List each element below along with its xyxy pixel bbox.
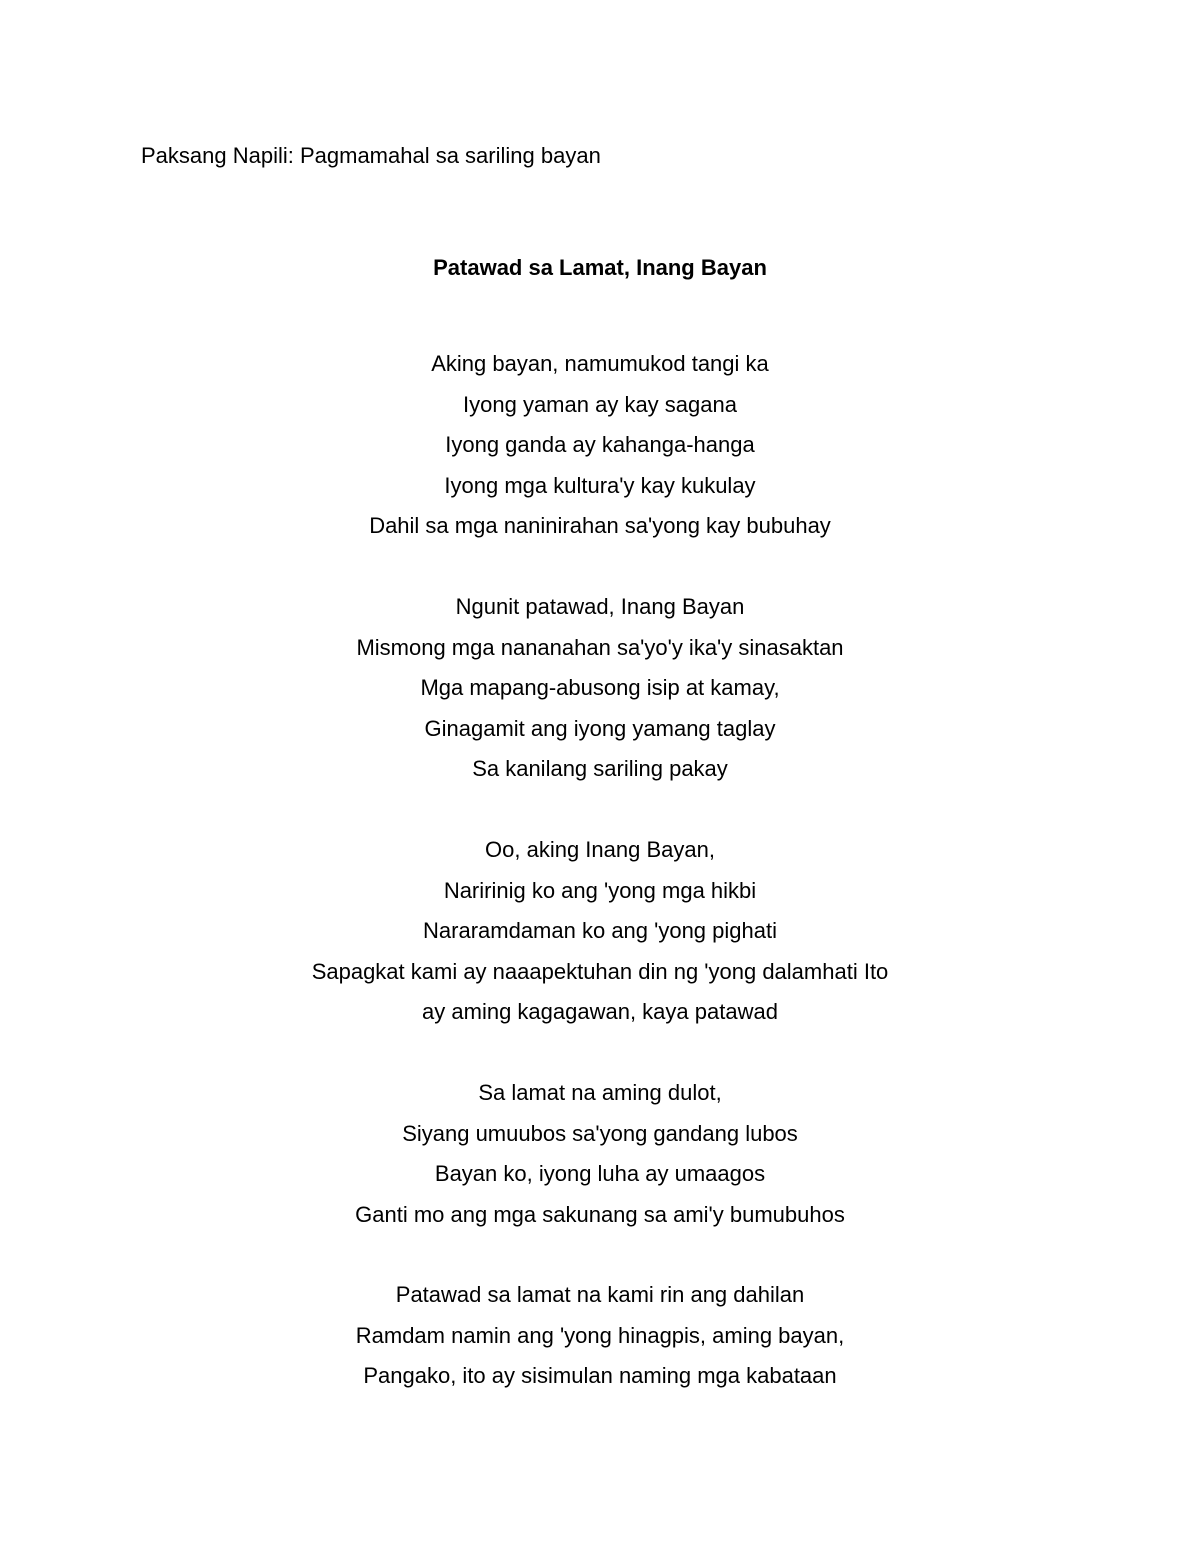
poem-line: Bayan ko, iyong luha ay umaagos [434, 1161, 766, 1186]
poem-line: Mismong mga nananahan sa'yo'y ika'y sinasaktan [356, 634, 844, 660]
poem-line: Iyong yaman ay kay sagana [463, 391, 737, 417]
poem-line: Sa lamat na aming dulot, [478, 1080, 722, 1105]
poem-line: Sa kanilang sariling pakay [472, 756, 728, 781]
poem-line: Patawad sa lamat na kami rin ang dahilan [395, 1282, 805, 1307]
poem-line: Siyang umuubos sa'yong gandang lubos [402, 1120, 798, 1146]
poem-title: Patawad sa Lamat, Inang Bayan [433, 255, 767, 280]
poem-line: ay aming kagagawan, kaya patawad [422, 999, 778, 1024]
poem-line: Ginagamit ang iyong yamang taglay [424, 715, 776, 741]
poem-line: Iyong mga kultura'y kay kukulay [444, 472, 756, 498]
poem-line: Pangako, ito ay sisimulan naming mga kabataan [363, 1363, 837, 1388]
poem-line: Ramdam namin ang 'yong hinagpis, aming bayan, [355, 1322, 845, 1348]
poem-line: Oo, aking Inang Bayan, [485, 837, 715, 862]
poem-line: Ganti mo ang mga sakunang sa ami'y bumubuhos [355, 1201, 845, 1227]
poem-line: Nararamdaman ko ang 'yong pighati [423, 918, 777, 943]
poem-line: Dahil sa mga naninirahan sa'yong kay bubuhay [369, 513, 831, 538]
poem-line: Naririnig ko ang 'yong mga hikbi [443, 877, 757, 903]
topic-line: Paksang Napili: Pagmamahal sa sariling bayan [141, 143, 601, 168]
poem-line: Mga mapang-abusong isip at kamay, [420, 675, 780, 700]
poem-line: Ngunit patawad, Inang Bayan [455, 594, 745, 619]
poem-line: Aking bayan, namumukod tangi ka [431, 351, 769, 376]
poem-line: Iyong ganda ay kahanga-hanga [445, 432, 755, 457]
poem-line: Sapagkat kami ay naaapektuhan din ng 'yong dalamhati Ito [311, 958, 889, 984]
